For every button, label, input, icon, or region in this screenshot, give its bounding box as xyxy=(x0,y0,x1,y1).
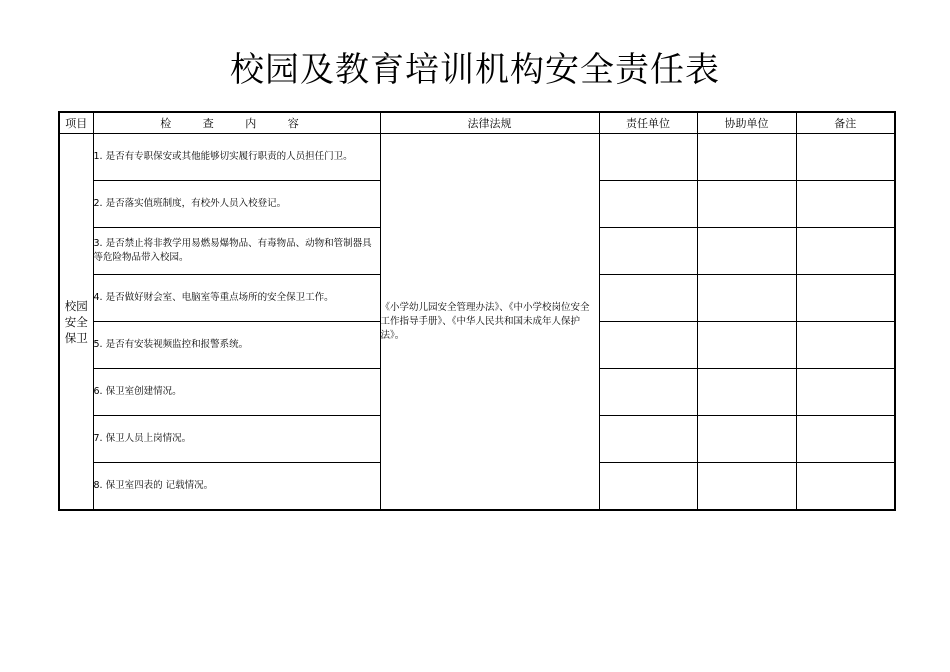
header-responsible-unit: 责任单位 xyxy=(599,112,697,134)
assist-cell[interactable] xyxy=(697,228,796,275)
remark-cell[interactable] xyxy=(796,463,895,511)
responsible-cell[interactable] xyxy=(599,275,697,322)
check-item-2: 2. 是否落实值班制度，有校外人员入校登记。 xyxy=(93,181,380,228)
responsible-cell[interactable] xyxy=(599,134,697,181)
check-item-8: 8. 保卫室四表的 记载情况。 xyxy=(93,463,380,511)
remark-cell[interactable] xyxy=(796,275,895,322)
responsible-cell[interactable] xyxy=(599,463,697,511)
check-item-4: 4. 是否做好财会室、电脑室等重点场所的安全保卫工作。 xyxy=(93,275,380,322)
assist-cell[interactable] xyxy=(697,322,796,369)
header-law: 法律法规 xyxy=(380,112,599,134)
responsibility-table xyxy=(58,111,896,511)
responsible-cell[interactable] xyxy=(599,181,697,228)
project-cell: 校园安全保卫 xyxy=(59,134,93,511)
check-item-3: 3. 是否禁止将非教学用易燃易爆物品、有毒物品、动物和管制器具等危险物品带入校园。 xyxy=(93,228,380,275)
header-project: 项目 xyxy=(59,112,93,134)
responsible-cell[interactable] xyxy=(599,416,697,463)
assist-cell[interactable] xyxy=(697,134,796,181)
assist-cell[interactable] xyxy=(697,416,796,463)
responsible-cell[interactable] xyxy=(599,369,697,416)
remark-cell[interactable] xyxy=(796,228,895,275)
check-item-6: 6. 保卫室创建情况。 xyxy=(93,369,380,416)
header-remark: 备注 xyxy=(796,112,895,134)
header-row xyxy=(59,112,895,134)
responsible-cell[interactable] xyxy=(599,228,697,275)
law-cell: 《小学幼儿园安全管理办法》、《中小学校岗位安全工作指导手册》、《中华人民共和国未成年人保护法》。 xyxy=(380,134,599,511)
check-item-1: 1. 是否有专职保安或其他能够切实履行职责的人员担任门卫。 xyxy=(93,134,380,181)
assist-cell[interactable] xyxy=(697,463,796,511)
remark-cell[interactable] xyxy=(796,416,895,463)
remark-cell[interactable] xyxy=(796,322,895,369)
responsible-cell[interactable] xyxy=(599,322,697,369)
remark-cell[interactable] xyxy=(796,369,895,416)
table-row xyxy=(59,134,895,181)
page-title: 校园及教育培训机构安全责任表 xyxy=(230,50,720,90)
remark-cell[interactable] xyxy=(796,181,895,228)
remark-cell[interactable] xyxy=(796,134,895,181)
header-content: 检 查 内 容 xyxy=(93,112,380,134)
assist-cell[interactable] xyxy=(697,181,796,228)
check-item-5: 5. 是否有安装视频监控和报警系统。 xyxy=(93,322,380,369)
header-assist-unit: 协助单位 xyxy=(697,112,796,134)
check-item-7: 7. 保卫人员上岗情况。 xyxy=(93,416,380,463)
assist-cell[interactable] xyxy=(697,275,796,322)
assist-cell[interactable] xyxy=(697,369,796,416)
